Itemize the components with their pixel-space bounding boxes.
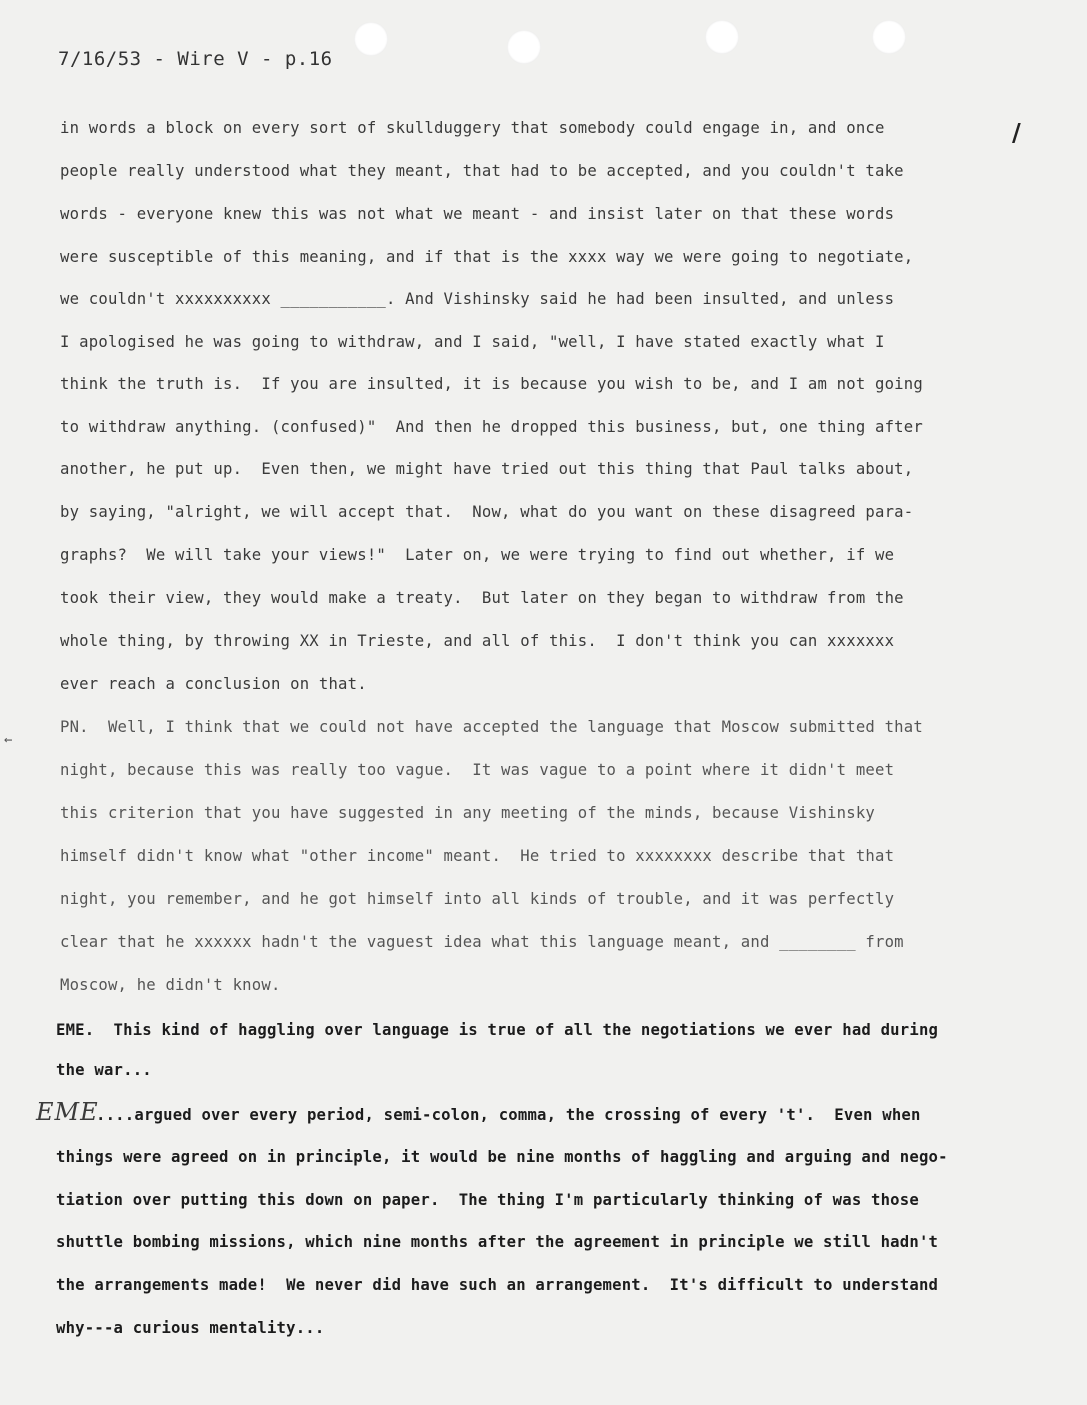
punch-hole bbox=[354, 22, 388, 56]
text-line: graphs? We will take your views!" Later on, we were trying to find out whether, if we bbox=[60, 546, 895, 564]
text-line: night, you remember, and he got himself into all kinds of trouble, and it was perfectly bbox=[60, 890, 895, 908]
text-line: things were agreed on in principle, it would be nine months of haggling and arguing and nego- bbox=[56, 1148, 948, 1166]
punch-hole bbox=[872, 20, 906, 54]
text-line: ....argued over every period, semi-colon, comma, the crossing of every 't'. Even when bbox=[96, 1106, 921, 1124]
text-line: were susceptible of this meaning, and if that is the xxxx way we were going to negotiate, bbox=[60, 248, 914, 266]
text-line: why---a curious mentality... bbox=[56, 1319, 325, 1337]
margin-annotation: EME bbox=[36, 1098, 99, 1126]
text-line: I apologised he was going to withdraw, and I said, "well, I have stated exactly what I bbox=[60, 333, 885, 351]
text-line: PN. Well, I think that we could not have accepted the language that Moscow submitted that bbox=[60, 718, 923, 736]
text-line: took their view, they would make a treaty. But later on they began to withdraw from the bbox=[60, 589, 904, 607]
punch-hole bbox=[705, 20, 739, 54]
margin-mark: ← bbox=[4, 732, 13, 748]
text-line: people really understood what they meant, that had to be accepted, and you couldn't take bbox=[60, 162, 904, 180]
text-line: shuttle bombing missions, which nine months after the agreement in principle we still hadn't bbox=[56, 1233, 939, 1251]
text-line: this criterion that you have suggested in any meeting of the minds, because Vishinsky bbox=[60, 804, 875, 822]
page-header: 7/16/53 - Wire V - p.16 bbox=[58, 48, 333, 70]
text-line: night, because this was really too vague. It was vague to a point where it didn't meet bbox=[60, 761, 895, 779]
text-line: another, he put up. Even then, we might have tried out this thing that Paul talks about, bbox=[60, 460, 914, 478]
text-line: words - everyone knew this was not what we meant - and insist later on that these words bbox=[60, 205, 895, 223]
text-line: EME. This kind of haggling over language is true of all the negotiations we ever had during bbox=[56, 1021, 939, 1039]
text-line: the war... bbox=[56, 1061, 152, 1079]
text-line: himself didn't know what "other income" meant. He tried to xxxxxxxx describe that that bbox=[60, 847, 895, 865]
text-line: by saying, "alright, we will accept that. Now, what do you want on these disagreed para- bbox=[60, 503, 914, 521]
text-line: think the truth is. If you are insulted, it is because you wish to be, and I am not going bbox=[60, 375, 923, 393]
punch-hole bbox=[507, 30, 541, 64]
handwritten-mark: / bbox=[1012, 118, 1021, 147]
text-line: clear that he xxxxxx hadn't the vaguest idea what this language meant, and ________ from bbox=[60, 933, 904, 951]
text-line: to withdraw anything. (confused)" And then he dropped this business, but, one thing after bbox=[60, 418, 923, 436]
text-line: whole thing, by throwing XX in Trieste, and all of this. I don't think you can xxxxxxx bbox=[60, 632, 895, 650]
text-line: we couldn't xxxxxxxxxx ___________. And Vishinsky said he had been insulted, and unless bbox=[60, 290, 895, 308]
text-line: ever reach a conclusion on that. bbox=[60, 675, 367, 693]
text-line: Moscow, he didn't know. bbox=[60, 976, 281, 994]
text-line: the arrangements made! We never did have such an arrangement. It's difficult to understand bbox=[56, 1276, 939, 1294]
text-line: tiation over putting this down on paper. The thing I'm particularly thinking of was those bbox=[56, 1191, 919, 1209]
text-line: in words a block on every sort of skullduggery that somebody could engage in, and once bbox=[60, 119, 885, 137]
